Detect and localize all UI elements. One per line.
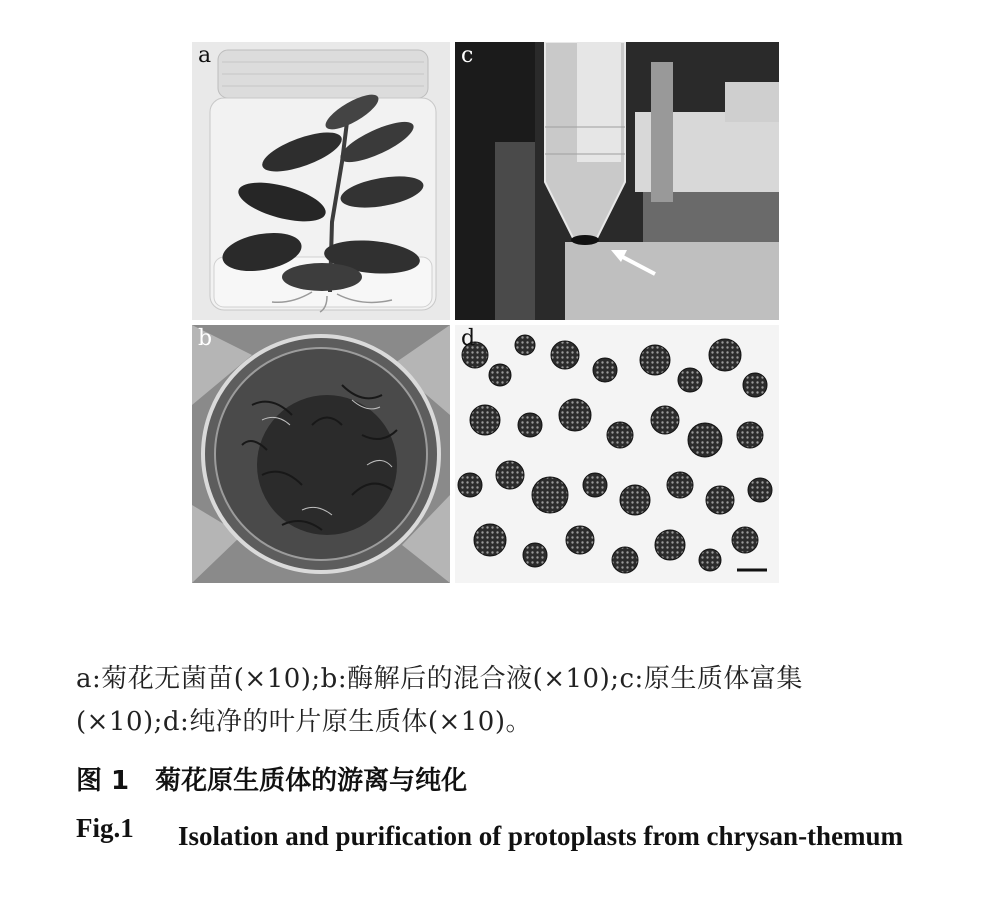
figure	[192, 42, 779, 583]
protoplasts-micrograph-image	[455, 325, 779, 583]
panel-b-enzymolysis-photo	[192, 325, 450, 583]
panel-label-a: a	[198, 43, 212, 68]
figure-number-english: Fig.1	[76, 813, 134, 843]
panel-c-enrichment-photo	[455, 42, 779, 320]
panel-label-d: d	[461, 326, 476, 351]
figure-title-chinese: 图 1 菊花原生质体的游离与纯化	[76, 766, 468, 796]
panel-label-b: b	[198, 326, 213, 351]
centrifuge-tube-image	[455, 42, 779, 320]
petri-dish-image	[192, 325, 450, 583]
panel-label-c: c	[461, 43, 474, 68]
figure-title-english: Isolation and purification of protoplasts from chrysan-themum	[178, 821, 904, 851]
seedling-jar-image	[192, 42, 450, 320]
figure-caption: a:菊花无菌苗(×10);b:酶解后的混合液(×10);c:原生质体富集(×10);d:纯净的叶片原生质体(×10)。	[76, 664, 803, 737]
panel-a-seedling-photo	[192, 42, 450, 320]
panel-d-protoplasts-micrograph	[455, 325, 779, 583]
